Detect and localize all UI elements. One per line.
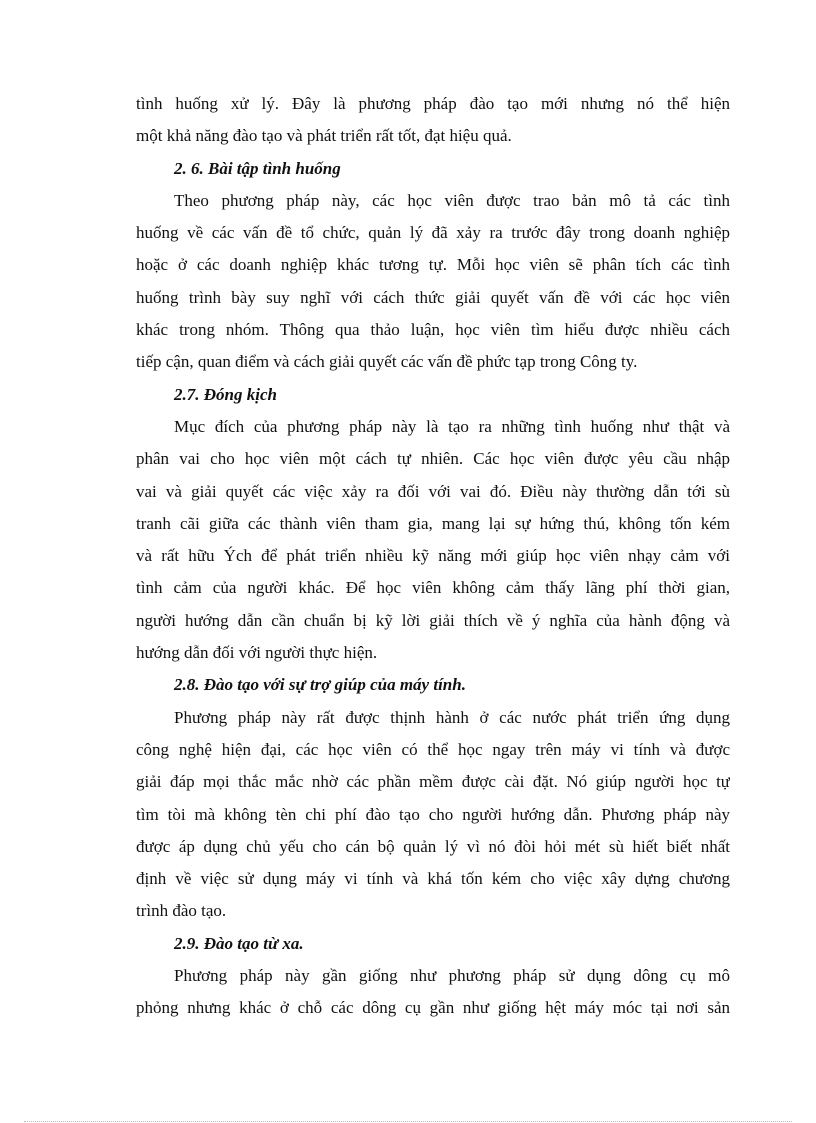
paragraph-line: huống về các vấn đề tổ chức, quản lý đã xảy ra trước đây trong doanh nghiệp [136,223,730,243]
paragraph-line: Phương pháp này gần giống như phương pháp sử dụng dông cụ mô [174,966,730,986]
paragraph-line: một khả năng đào tạo và phát triển rất tốt, đạt hiệu quả. [136,126,512,146]
paragraph-line: và rất hữu Ých để phát triển nhiều kỹ năng mới giúp học viên nhạy cảm với [136,546,730,566]
paragraph-line: tranh cãi giữa các thành viên tham gia, mang lại sự hứng thú, không tốn kém [136,513,730,533]
paragraph-line: vai và giải quyết các việc xảy ra đối với vai đó. Điều này thường dẫn tới sù [136,481,730,501]
paragraph-line: phỏng nhưng khác ở chỗ các dông cụ gần như giống hệt máy móc tại nơi sản [136,998,730,1018]
paragraph-line: trình đào tạo. [136,901,227,921]
paragraph-line: giải đáp mọi thắc mắc nhờ các phần mềm được cài đặt. Nó giúp người học tự [136,772,730,792]
paragraph-line: hoặc ở các doanh nghiệp khác tương tự. Mỗi học viên sẽ phân tích các tình [136,255,730,275]
section-heading: 2.8. Đào tạo với sự trợ giúp của máy tính. [174,675,466,695]
section-heading: 2. 6. Bài tập tình huống [174,158,341,178]
document-body [136,88,730,1025]
paragraph-line: tìm tòi mà không tèn chi phí đào tạo cho người hướng dẫn. Phương pháp này [136,804,730,824]
section-heading: 2.7. Đóng kịch [174,384,277,404]
paragraph-line: Theo phương pháp này, các học viên được trao bản mô tả các tình [174,190,730,210]
paragraph-line: khác trong nhóm. Thông qua thảo luận, học viên tìm hiểu được nhiều cách [136,320,730,340]
paragraph-line: người hướng dẫn cần chuẩn bị kỹ lời giải thích về ý nghĩa của hành động và [136,610,730,630]
page-bottom-divider [24,1121,792,1122]
paragraph-line: định về việc sử dụng máy vi tính và khá tốn kém cho việc xây dựng chương [136,869,730,889]
paragraph-line: Phương pháp này rất được thịnh hành ở các nước phát triển ứng dụng [174,707,730,727]
paragraph-line: được áp dụng chủ yếu cho cán bộ quản lý vì nó đòi hỏi mét sù hiết biết nhất [136,836,730,856]
section-heading: 2.9. Đào tạo từ xa. [174,933,304,953]
paragraph-line: hướng dẫn đối với người thực hiện. [136,643,378,663]
paragraph-line: tình cảm của người khác. Để học viên không cảm thấy lãng phí thời gian, [136,578,730,598]
paragraph-line: tình huống xử lý. Đây là phương pháp đào tạo mới nhưng nó thể hiện [136,94,730,113]
paragraph-line: tiếp cận, quan điểm và cách giải quyết các vấn đề phức tạp trong Công ty. [136,352,638,372]
paragraph-line: huống trình bày suy nghĩ với cách thức giải quyết vấn đề với các học viên [136,287,730,307]
paragraph-line: công nghệ hiện đại, các học viên có thể học ngay trên máy vi tính và được [136,739,730,759]
paragraph-line: phân vai cho học viên một cách tự nhiên. Các học viên được yêu cầu nhập [136,449,730,469]
paragraph-line: Mục đích của phương pháp này là tạo ra những tình huống như thật và [174,416,730,436]
